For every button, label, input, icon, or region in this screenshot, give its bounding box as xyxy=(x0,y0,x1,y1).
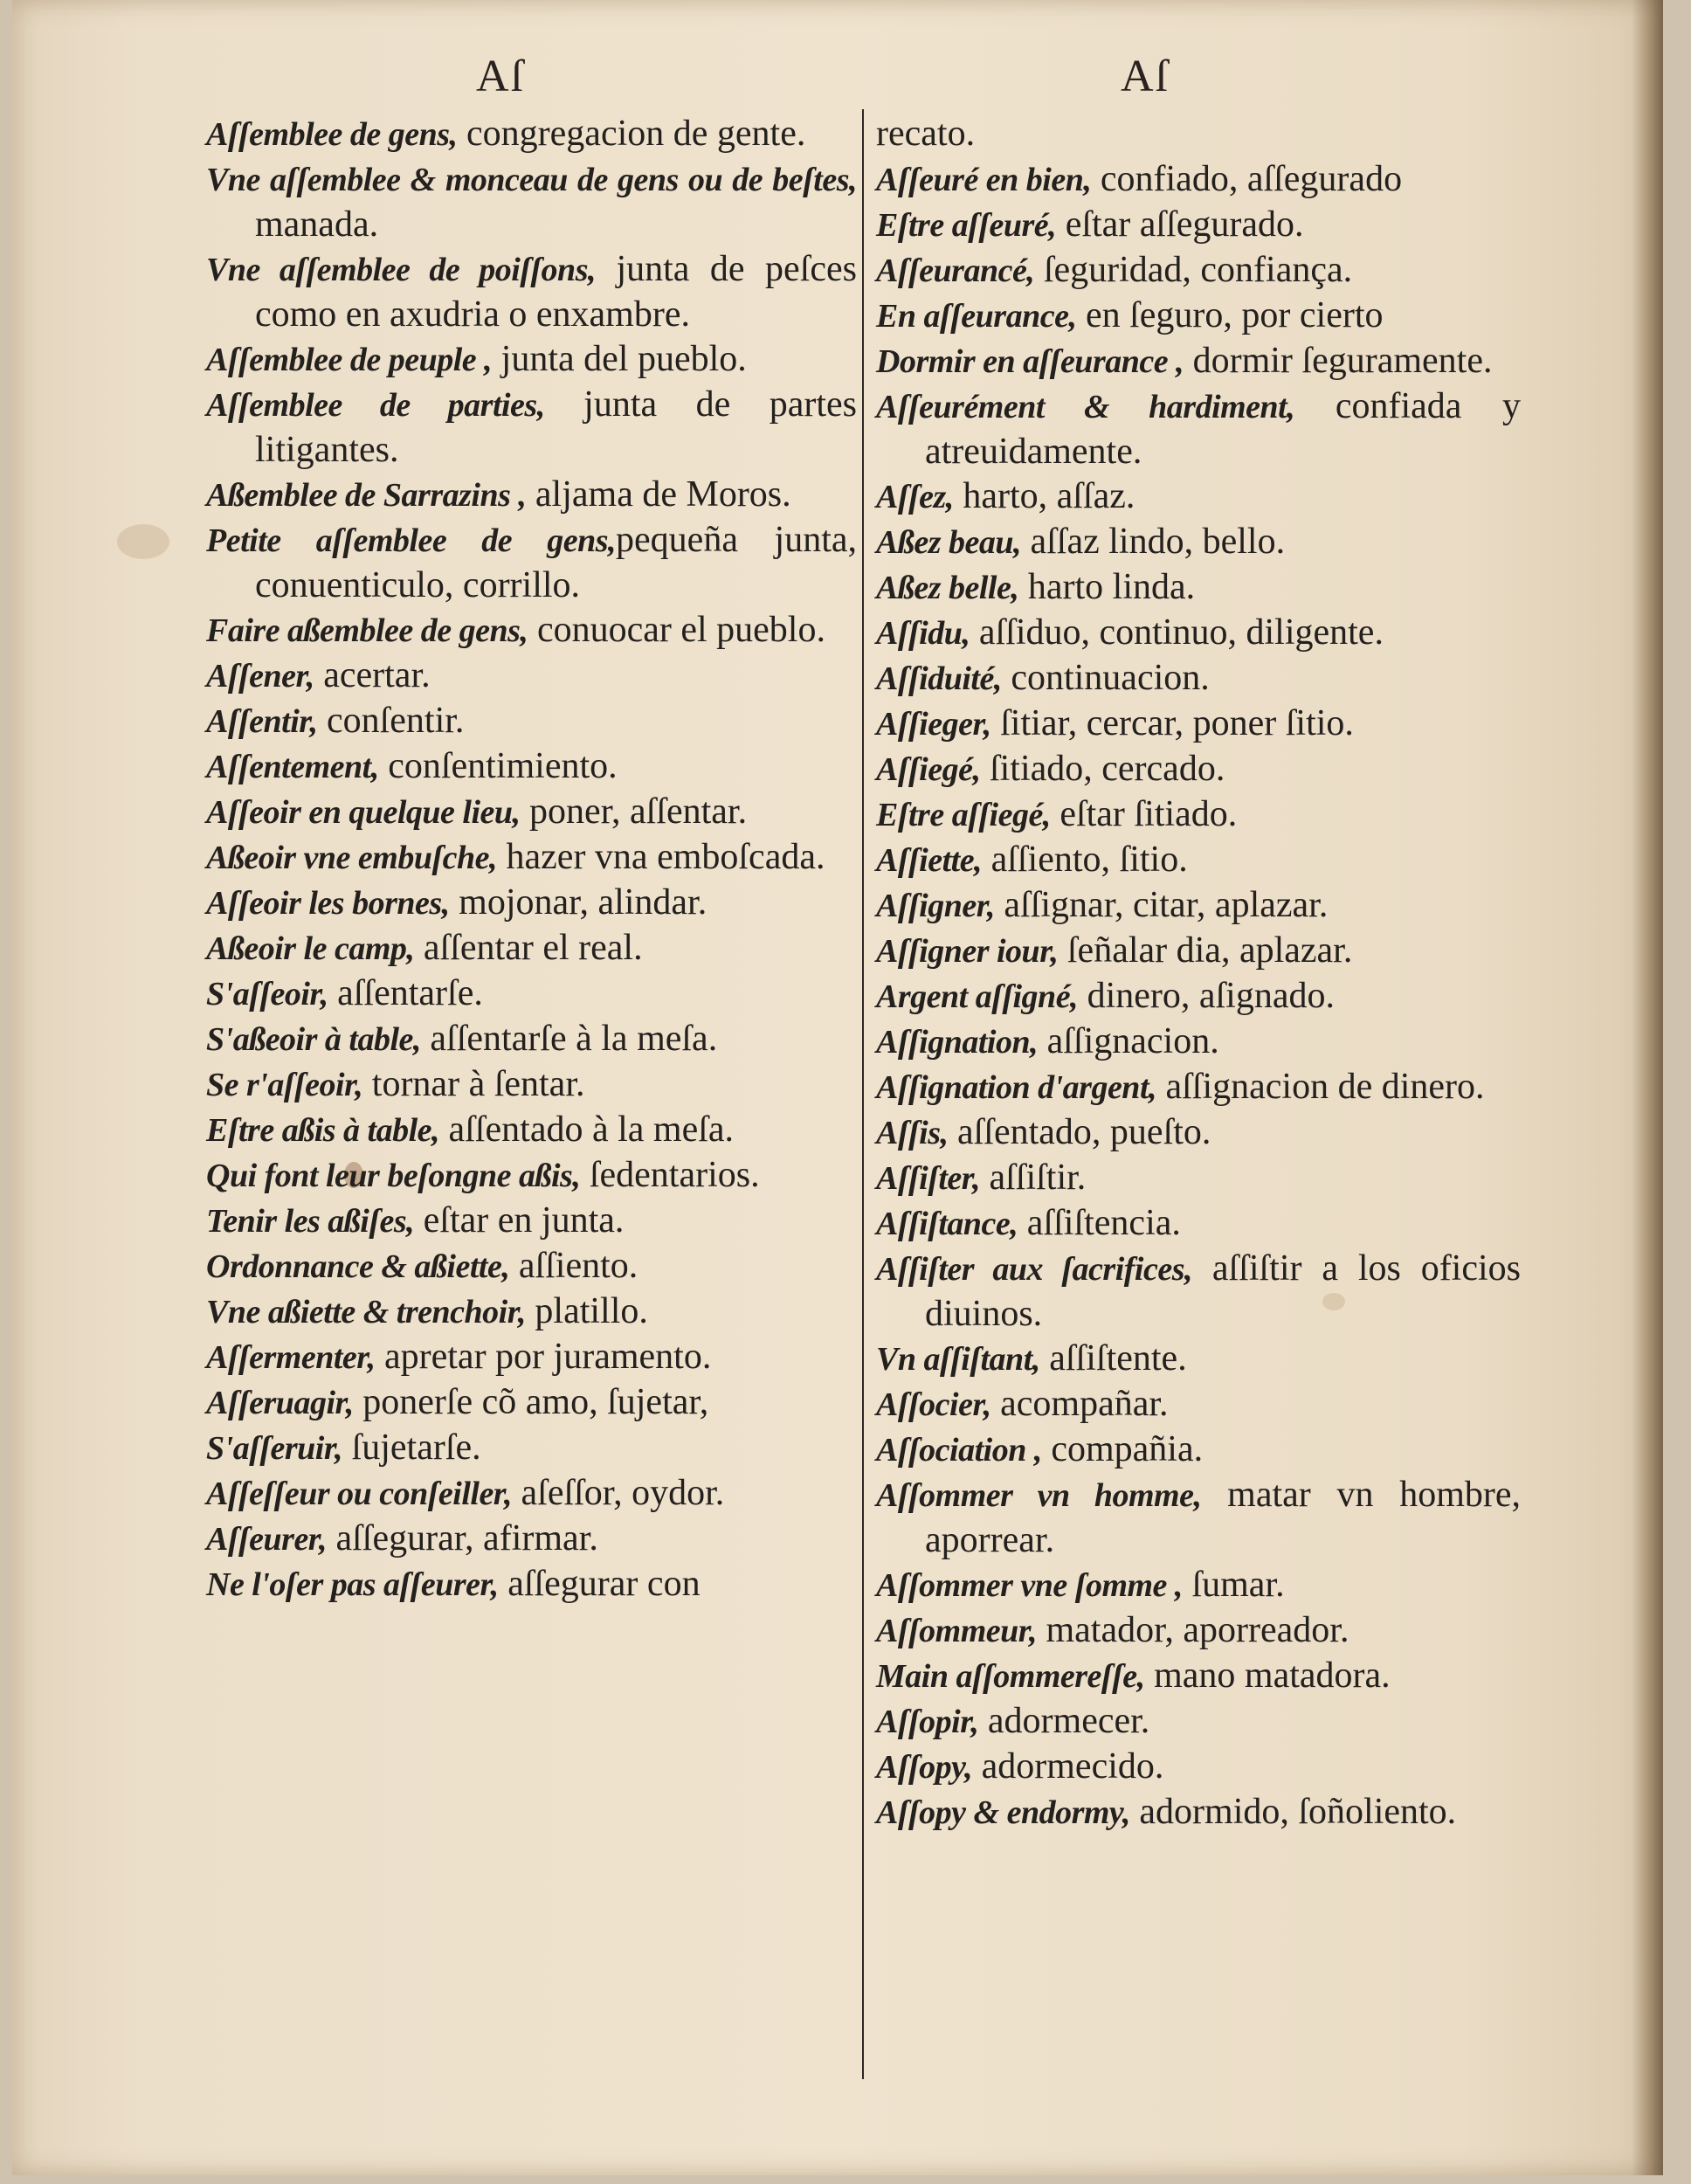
dictionary-entry xyxy=(206,1108,857,1153)
entry-translation: mojonar, alindar. xyxy=(449,882,707,923)
entry-translation: aſeſſor, oydor. xyxy=(512,1473,725,1513)
entry-headword: Aſſiette, xyxy=(876,842,983,879)
entry-headword: Vne aſſemblee de poiſſons, xyxy=(206,252,596,288)
entry-translation: junta de partes litigantes. xyxy=(255,384,858,470)
entry-headword: Aſſeoir les bornes, xyxy=(206,885,450,922)
entry-headword: Aſſommer vne ſomme , xyxy=(876,1567,1183,1604)
entry-headword: S'aßeoir à table, xyxy=(206,1021,421,1058)
dictionary-entry xyxy=(206,337,857,383)
dictionary-entry xyxy=(876,1473,1521,1563)
entry-translation: aſſignacion. xyxy=(1038,1021,1219,1061)
dictionary-entry xyxy=(206,1471,857,1517)
entry-translation: matar vn hombre, aporrear. xyxy=(925,1475,1522,1560)
dictionary-entry xyxy=(206,790,857,835)
running-head-left: Aſ xyxy=(476,52,525,101)
entry-headword: Aſſeoir en quelque lieu, xyxy=(206,794,521,831)
entry-translation: aljama de Moros. xyxy=(526,474,791,515)
entry-headword: Eſtre aßis à table, xyxy=(206,1112,440,1149)
dictionary-entry xyxy=(206,247,857,337)
entry-translation: aſſaz lindo, bello. xyxy=(1021,522,1286,562)
entry-headword: Vne aſſemblee & monceau de gens ou de beſtes, xyxy=(206,162,857,198)
entry-headword: Aſſeruagir, xyxy=(206,1385,354,1421)
entry-translation: junta de peſces como en axudria o enxambre. xyxy=(255,249,857,335)
entry-translation: junta del pueblo. xyxy=(492,339,747,379)
dictionary-entry xyxy=(206,881,857,926)
entry-translation: adormecido. xyxy=(972,1746,1164,1787)
entry-headword: Aſſentement, xyxy=(206,749,379,785)
entry-headword: Aſſigner, xyxy=(876,888,995,924)
dictionary-entry xyxy=(876,1382,1521,1427)
dictionary-entry xyxy=(876,611,1521,656)
entry-translation: aſſentar el real. xyxy=(414,928,643,968)
entry-headword: Aßeoir vne embuſche, xyxy=(206,840,498,876)
dictionary-entry xyxy=(876,883,1521,929)
entry-headword: Aſſener, xyxy=(206,658,314,695)
entry-translation: hazer vna emboſcada. xyxy=(497,837,825,877)
entry-translation: eſtar aſſegurado. xyxy=(1056,204,1304,245)
dictionary-entry xyxy=(206,1199,857,1244)
entry-headword: Aßez belle, xyxy=(876,570,1019,606)
entry-translation: continuacion. xyxy=(1001,658,1210,698)
dictionary-entry xyxy=(876,1790,1521,1835)
entry-headword: Dormir en aſſeurance , xyxy=(876,343,1184,380)
entry-headword: Petite aſſemblee de gens, xyxy=(206,522,617,559)
left-column xyxy=(206,112,857,1607)
dictionary-entry xyxy=(206,608,857,653)
entry-headword: Aßez beau, xyxy=(876,524,1021,561)
entry-translation: aſſignar, citar, aplazar. xyxy=(994,885,1329,925)
dictionary-entry xyxy=(206,1062,857,1108)
entry-headword: Aſſiſtance, xyxy=(876,1206,1018,1242)
dictionary-entry xyxy=(876,974,1521,1019)
dictionary-entry xyxy=(206,1153,857,1199)
dictionary-entry xyxy=(876,702,1521,747)
entry-translation: eſtar en junta. xyxy=(414,1200,625,1241)
entry-headword: Aſſiegé, xyxy=(876,751,981,788)
dictionary-entry xyxy=(876,656,1521,702)
dictionary-entry xyxy=(206,1289,857,1335)
entry-headword: Eſtre aſſeuré, xyxy=(876,207,1057,244)
dictionary-entry xyxy=(876,1608,1521,1654)
dictionary-entry xyxy=(206,1335,857,1380)
entry-translation: tornar à ſentar. xyxy=(362,1064,585,1104)
entry-translation: pequeña junta, conuenticulo, corrillo. xyxy=(255,520,858,605)
entry-translation: aſſiſtente. xyxy=(1039,1338,1187,1379)
entry-translation: ſeñalar dia, aplazar. xyxy=(1058,930,1353,971)
entry-translation: aſſentado, pueſto. xyxy=(948,1112,1211,1152)
entry-translation: ſumar. xyxy=(1182,1565,1285,1605)
dictionary-entry xyxy=(876,929,1521,974)
entry-headword: Aſſieger, xyxy=(876,706,991,743)
entry-headword: Ne l'oſer pas aſſeurer, xyxy=(206,1566,499,1603)
dictionary-entry xyxy=(876,474,1521,520)
dictionary-entry xyxy=(876,1745,1521,1790)
entry-headword: Aſſopir, xyxy=(876,1704,979,1740)
dictionary-entry xyxy=(206,835,857,881)
entry-headword: Ordonnance & aßiette, xyxy=(206,1248,510,1285)
dictionary-entry xyxy=(206,383,857,473)
entry-translation: acertar. xyxy=(314,655,431,695)
entry-headword: Aſſocier, xyxy=(876,1386,991,1423)
entry-translation: aſſegurar con xyxy=(498,1564,701,1604)
dictionary-entry xyxy=(876,1110,1521,1156)
entry-headword: Aſſermenter, xyxy=(206,1339,376,1376)
entry-headword: Aſſez, xyxy=(876,479,954,515)
entry-translation: aſſiſtir. xyxy=(979,1158,1087,1198)
right-column xyxy=(876,112,1521,1835)
entry-headword: Aſſopy & endormy, xyxy=(876,1794,1130,1831)
dictionary-entry xyxy=(876,1563,1521,1608)
dictionary-entry xyxy=(876,1337,1521,1382)
dictionary-entry xyxy=(876,520,1521,565)
dictionary-entry xyxy=(206,926,857,971)
dictionary-entry xyxy=(206,744,857,790)
dictionary-entry xyxy=(876,157,1521,203)
entry-translation: ſitiado, cercado. xyxy=(980,749,1225,789)
entry-headword: Aſſopy, xyxy=(876,1749,973,1786)
dictionary-entry xyxy=(876,1156,1521,1201)
dictionary-entry xyxy=(206,1244,857,1289)
entry-translation: aſſegurar, afirmar. xyxy=(327,1518,598,1559)
entry-translation: aſſiſtir a los oficios diuinos. xyxy=(925,1248,1522,1334)
entry-headword: Faire aßemblee de gens, xyxy=(206,612,528,649)
entry-headword: Aſſociation , xyxy=(876,1432,1042,1469)
entry-translation: manada. xyxy=(255,204,379,245)
entry-headword: Main aſſommereſſe, xyxy=(876,1658,1145,1695)
entry-translation: adormido, ſoñoliento. xyxy=(1129,1792,1457,1832)
running-head-right: Aſ xyxy=(1121,52,1170,101)
dictionary-entry xyxy=(206,473,857,518)
entry-headword: Aſſigner iour, xyxy=(876,933,1059,970)
dictionary-entry xyxy=(206,1017,857,1062)
entry-headword: Aſſiſter aux ſacrifices, xyxy=(876,1251,1193,1288)
entry-headword: S'aſſeruir, xyxy=(206,1430,343,1467)
dictionary-entry xyxy=(206,112,857,157)
entry-translation: conſentimiento. xyxy=(378,746,618,786)
dictionary-entry xyxy=(876,1654,1521,1699)
entry-headword: Argent aſſigné, xyxy=(876,978,1079,1015)
entry-headword: Aßeoir le camp, xyxy=(206,930,415,967)
entry-translation: ſeguridad, confiança. xyxy=(1034,250,1353,290)
dictionary-entry xyxy=(206,653,857,699)
dictionary-entry xyxy=(876,838,1521,883)
entry-headword: Aſſeſſeur ou conſeiller, xyxy=(206,1476,513,1512)
dictionary-entry xyxy=(876,1065,1521,1110)
entry-headword: Aſſignation, xyxy=(876,1024,1039,1061)
entry-headword: En aſſeurance, xyxy=(876,298,1077,335)
entry-headword: Aſſeuré en bien, xyxy=(876,162,1092,198)
entry-headword: Aſſemblee de parties, xyxy=(206,387,545,424)
entry-translation: poner, aſſentar. xyxy=(520,791,748,832)
dictionary-entry xyxy=(876,792,1521,838)
entry-headword: Aſſeurer, xyxy=(206,1521,327,1558)
entry-translation: compañia. xyxy=(1041,1429,1204,1469)
dictionary-entry xyxy=(876,1699,1521,1745)
dictionary-entry xyxy=(206,699,857,744)
entry-headword: Aſſidu, xyxy=(876,615,970,652)
dictionary-entry xyxy=(206,157,857,247)
dictionary-entry xyxy=(876,565,1521,611)
dictionary-entry xyxy=(206,1426,857,1471)
page-edge-shadow xyxy=(1632,0,1663,2175)
dictionary-entry xyxy=(876,248,1521,294)
entry-translation: conuocar el pueblo. xyxy=(528,610,825,650)
dictionary-entry xyxy=(876,384,1521,474)
entry-translation: dinero, aſignado. xyxy=(1078,976,1335,1016)
entry-headword: Aſſiſter, xyxy=(876,1160,980,1197)
entry-headword: Aßemblee de Sarrazins , xyxy=(206,477,527,514)
column-divider xyxy=(862,109,864,2079)
entry-headword: Eſtre aſſiegé, xyxy=(876,797,1051,833)
entry-headword: Vn aſſiſtant, xyxy=(876,1341,1040,1378)
dictionary-entry xyxy=(876,203,1521,248)
entry-headword: Tenir les aßiſes, xyxy=(206,1203,415,1240)
entry-translation: aſſentarſe. xyxy=(328,973,483,1013)
entry-headword: Aſſemblee de peuple , xyxy=(206,342,493,378)
entry-translation: harto, aſſaz. xyxy=(953,476,1135,516)
dictionary-entry xyxy=(876,1201,1521,1247)
entry-translation: aſſiſtencia. xyxy=(1018,1203,1181,1243)
entry-translation: acompañar. xyxy=(990,1384,1169,1424)
entry-headword: Se r'aſſeoir, xyxy=(206,1067,363,1103)
entry-headword: Qui font leur beſongne aßis, xyxy=(206,1158,581,1194)
entry-translation: dormir ſeguramente. xyxy=(1184,341,1493,381)
dictionary-entry xyxy=(876,339,1521,384)
entry-headword: Aſſommeur, xyxy=(876,1613,1037,1649)
entry-headword: S'aſſeoir, xyxy=(206,976,328,1013)
dictionary-entry xyxy=(876,1247,1521,1337)
dictionary-entry xyxy=(876,1427,1521,1473)
entry-headword: Vne aßiette & trenchoir, xyxy=(206,1294,526,1330)
entry-headword: Aſſiduité, xyxy=(876,660,1002,697)
entry-headword: Aſſommer vn homme, xyxy=(876,1477,1202,1514)
entry-headword: Aſſemblee de gens, xyxy=(206,116,458,153)
entry-translation: conſentir. xyxy=(317,701,465,741)
entry-translation: aſſignacion de dinero. xyxy=(1156,1067,1485,1107)
dictionary-entry xyxy=(206,1517,857,1562)
entry-translation: confiado, aſſegurado xyxy=(1091,159,1403,199)
entry-translation: harto linda. xyxy=(1018,567,1196,607)
entry-translation: congregacion de gente. xyxy=(457,114,806,154)
entry-translation: apretar por juramento. xyxy=(375,1337,712,1377)
entry-translation: ſujetarſe. xyxy=(342,1427,481,1468)
dictionary-entry xyxy=(876,747,1521,792)
entry-translation: mano matadora. xyxy=(1144,1655,1391,1696)
entry-headword: Aſſeurément & hardiment, xyxy=(876,389,1295,425)
entry-translation: ſedentarios. xyxy=(580,1155,760,1195)
dictionary-entry xyxy=(876,1019,1521,1065)
entry-translation: aſſentarſe à la meſa. xyxy=(420,1019,718,1059)
entry-translation: eſtar ſitiado. xyxy=(1050,794,1238,834)
entry-translation: en ſeguro, por cierto xyxy=(1076,295,1384,335)
entry-translation: platillo. xyxy=(525,1291,648,1331)
entry-headword: Aſſis, xyxy=(876,1115,949,1151)
entry-translation: adormecer. xyxy=(978,1701,1150,1741)
entry-headword: Aſſentir, xyxy=(206,703,318,740)
entry-headword: Aſſeurancé, xyxy=(876,252,1035,289)
paper-stain xyxy=(117,524,169,559)
entry-translation: aſſentado à la meſa. xyxy=(439,1109,735,1150)
entry-translation: ponerſe cõ amo, ſujetar, xyxy=(353,1382,709,1422)
dictionary-entry xyxy=(206,1562,857,1607)
dictionary-entry xyxy=(206,971,857,1017)
dictionary-entry xyxy=(206,518,857,608)
entry-translation: aſſiduo, continuo, diligente. xyxy=(970,612,1384,653)
entry-translation: aſſiento, ſitio. xyxy=(982,840,1188,880)
dictionary-entry xyxy=(206,1380,857,1426)
dictionary-entry xyxy=(876,112,1521,157)
entry-translation: confiada y atreuidamente. xyxy=(925,386,1521,472)
entry-translation: recato. xyxy=(876,114,976,154)
entry-headword: Aſſignation d'argent, xyxy=(876,1069,1156,1106)
entry-translation: aſſiento. xyxy=(509,1246,638,1286)
entry-translation: ſitiar, cercar, poner ſitio. xyxy=(990,703,1354,743)
entry-translation: matador, aporreador. xyxy=(1036,1610,1349,1650)
dictionary-entry xyxy=(876,294,1521,339)
